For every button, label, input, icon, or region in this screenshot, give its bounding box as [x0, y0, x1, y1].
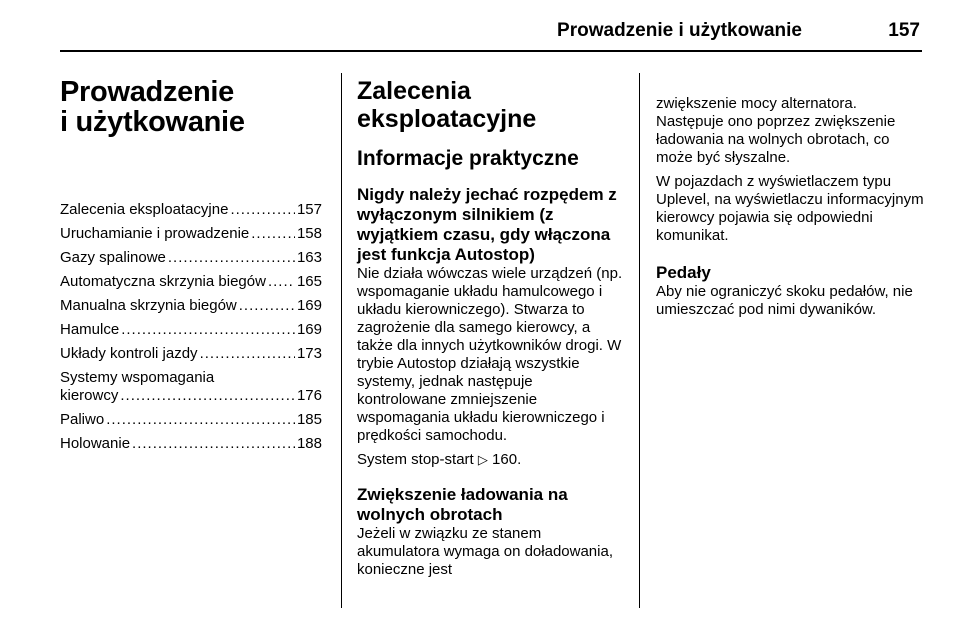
toc-entry[interactable]: [60, 435, 322, 453]
toc-entry-text: Układy kontroli jazdy: [60, 345, 198, 362]
toc-entry[interactable]: [60, 249, 322, 267]
toc-entry-text: kierowcy: [60, 387, 119, 404]
cross-reference-page: 160.: [492, 451, 522, 468]
chapter-title-line: i użytkowanie: [60, 106, 245, 138]
reference-arrow-icon: ▷: [477, 452, 488, 467]
toc-entry-page: 169: [296, 321, 322, 338]
body-paragraph: Nie działa wówczas wiele urządzeń (np. wspomaganie układu hamulcowego i układu kierowniczego). Stwarza to zagrożenie dla samego kierowcy, a także dla innych użytkowników drogi. W trybie Autostop działają wszystkie systemy, jednak następuje kontrolowane zmniejszenie wspomagania układu kierowniczego i prędkości samochodu.: [357, 265, 623, 444]
cross-reference-text: System stop-start: [357, 451, 474, 468]
toc-leader: [200, 345, 295, 363]
header-title: Prowadzenie i użytkowanie: [557, 20, 802, 41]
toc-entry-text: Holowanie: [60, 435, 131, 452]
toc-entry-page: 165: [296, 273, 322, 290]
toc-entry-page: 157: [296, 201, 322, 218]
block-heading: Nigdy należy jechać rozpędem z wyłączonym silnikiem (z wyjątkiem czasu, gdy włączona jest funkcja Autostop): [357, 185, 617, 264]
toc-entry-page: 163: [296, 249, 322, 266]
toc-leader: [106, 411, 295, 429]
column-divider: [639, 73, 640, 608]
column-divider: [341, 73, 342, 608]
chapter-title-line: Prowadzenie: [60, 76, 234, 108]
toc-entry-page: 188: [296, 435, 322, 452]
page-number: 157: [888, 20, 920, 41]
toc-leader: [251, 225, 295, 243]
toc-entry-page: 169: [296, 297, 322, 314]
toc-entry-text: Gazy spalinowe: [60, 249, 166, 266]
toc-entry-line: [60, 387, 322, 405]
toc-entry-text: Systemy wspomagania: [60, 369, 215, 386]
toc-leader: [120, 387, 295, 405]
body-paragraph: W pojazdach z wyświetlaczem typu Uplevel, na wyświetlaczu informacyjnym kierowcy pojawia się odpowiedni komunikat.: [656, 173, 924, 244]
toc-leader: [230, 201, 295, 219]
toc-entry-text: Manualna skrzynia biegów: [60, 297, 237, 314]
section-title-line: Zalecenia: [357, 77, 471, 105]
toc-leader: [132, 435, 295, 453]
section-title-line: eksploatacyjne: [357, 105, 537, 133]
body-paragraph: [357, 525, 625, 579]
section-column: [357, 70, 625, 585]
toc-entry[interactable]: [60, 273, 322, 291]
subsection-title: Informacje praktyczne: [357, 147, 579, 170]
toc-entry-text: Hamulce: [60, 321, 120, 338]
block-heading: Pedały: [656, 263, 711, 282]
toc-entry-page: 158: [296, 225, 322, 242]
toc-leader: [239, 297, 295, 315]
chapter-title: [60, 77, 322, 137]
toc-leader: [168, 249, 295, 267]
chapter-contents-column: [60, 70, 322, 459]
toc-entry[interactable]: [60, 411, 322, 429]
toc-entry-text: Uruchamianie i prowadzenie: [60, 225, 250, 242]
toc-entry-text: Paliwo: [60, 411, 105, 428]
continuation-column: [656, 70, 926, 325]
toc-entry-text: Zalecenia eksploatacyjne: [60, 201, 229, 218]
body-paragraph-text: Jeżeli w związku ze stanem akumulatora wymaga on doładowania, konieczne jest: [357, 525, 613, 578]
toc-entry[interactable]: [60, 201, 322, 219]
block-heading: Zwiększenie ładowania na wolnych obrotach: [357, 485, 568, 524]
section-title: [357, 77, 625, 133]
toc-entry[interactable]: [60, 369, 322, 405]
toc-entry-page: 185: [296, 411, 322, 428]
page-header: [60, 14, 922, 52]
toc-entry-page: 173: [296, 345, 322, 362]
toc-entry-text: Automatyczna skrzynia biegów: [60, 273, 266, 290]
toc-leader: [268, 273, 295, 291]
toc-entry[interactable]: [60, 345, 322, 363]
cross-reference[interactable]: [357, 451, 625, 469]
toc-entry[interactable]: [60, 321, 322, 339]
body-paragraph: [656, 95, 926, 167]
body-paragraph: Aby nie ograniczyć skoku pedałów, nie umieszczać pod nimi dywaników.: [656, 283, 913, 318]
body-paragraph-text: zwiększenie mocy alternatora. Następuje ono poprzez zwiększenie ładowania na wolnych obrotach, co może być słyszalne.: [656, 95, 896, 166]
table-of-contents: [60, 201, 322, 453]
toc-entry[interactable]: [60, 297, 322, 315]
toc-entry-page: 176: [296, 387, 322, 404]
toc-leader: [121, 321, 295, 339]
toc-entry[interactable]: [60, 225, 322, 243]
